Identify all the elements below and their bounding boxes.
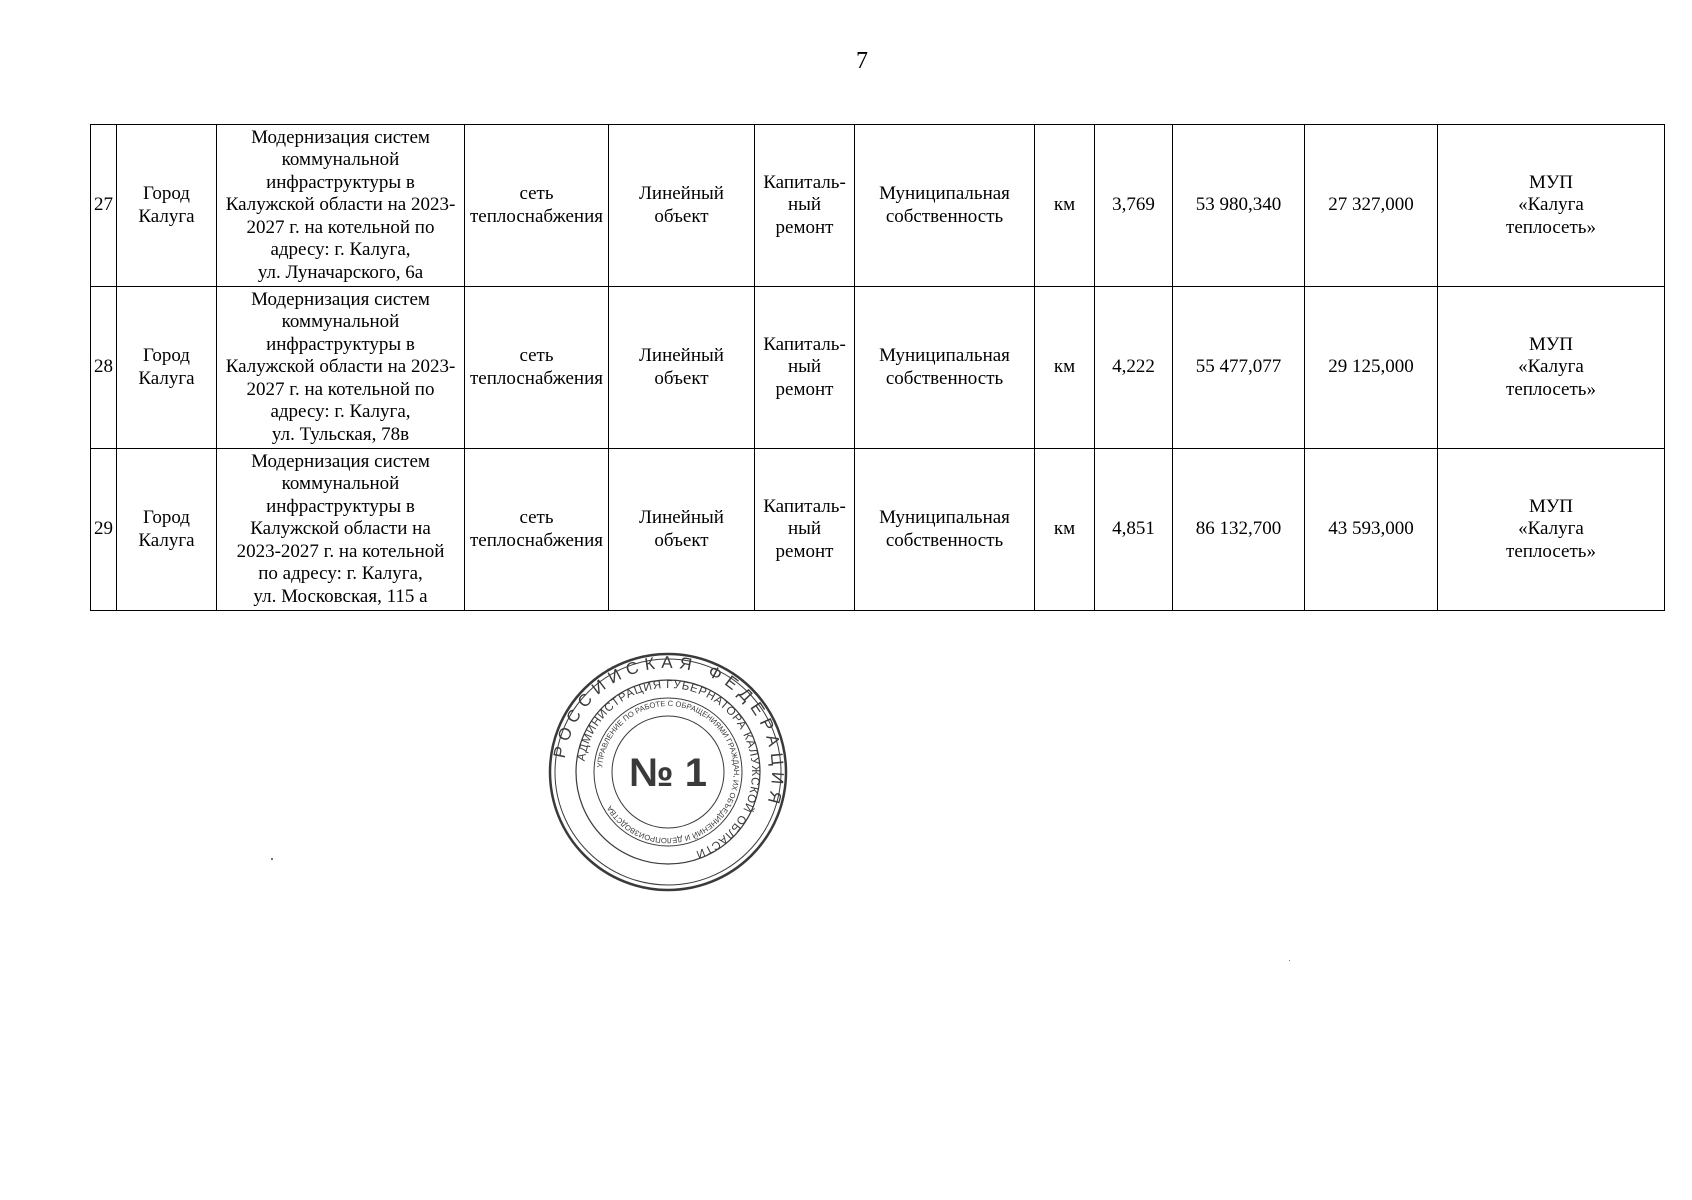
work-type-cell	[755, 287, 855, 449]
description-line: Модернизация систем	[251, 288, 430, 310]
object-type-cell	[609, 449, 755, 611]
description-line: адресу: г. Калуга,	[270, 401, 411, 423]
object-type-text: Линейный объект	[639, 183, 724, 227]
unit-cell	[1035, 449, 1095, 611]
seal-inner-text: УПРАВЛЕНИЕ ПО РАБОТЕ С ОБРАЩЕНИЯМИ ГРАЖДАН, ИХ ОБЪЕДИНЕНИЙ И ДЕЛОПРОИЗВОДСТВА	[595, 698, 742, 846]
object-name-text: сеть теплоснабжения	[470, 507, 603, 551]
work-type-text: Капиталь- ный ремонт	[763, 171, 846, 238]
length-cell	[1095, 449, 1173, 611]
object-name-cell	[465, 449, 609, 611]
description-line: коммунальной	[281, 311, 400, 333]
ownership-cell	[855, 287, 1035, 449]
description-line: ул. Луначарского, 6а	[257, 261, 424, 283]
funding-cell	[1305, 287, 1438, 449]
seal-outer-text: РОССИЙСКАЯ ФЕДЕРАЦИЯ	[549, 652, 788, 812]
total-cost-cell	[1173, 125, 1305, 287]
ownership-text: Муниципальная собственность	[879, 507, 1010, 551]
description-line: коммунальной	[281, 473, 400, 495]
length-cell	[1095, 125, 1173, 287]
description-line: Модернизация систем	[251, 126, 430, 148]
total-cost-cell	[1173, 287, 1305, 449]
description-line: по адресу: г. Калуга,	[258, 563, 423, 585]
table-row	[91, 125, 1665, 287]
total-cost-text: 53 980,340	[1195, 194, 1282, 216]
scan-speck	[1289, 960, 1290, 961]
object-type-cell	[609, 125, 755, 287]
work-type-cell	[755, 125, 855, 287]
object-type-text: Линейный объект	[639, 507, 724, 551]
project-description-cell	[217, 287, 465, 449]
work-type-text: Капиталь- ный ремонт	[763, 333, 846, 400]
row-number-cell	[91, 287, 117, 449]
operator-text: МУП «Калуга теплосеть»	[1506, 171, 1596, 238]
total-cost-text: 86 132,700	[1195, 518, 1282, 540]
description-line: Калужской области на 2023-	[225, 356, 456, 378]
description-line: инфраструктуры в	[266, 495, 415, 517]
object-name-text: сеть теплоснабжения	[470, 345, 603, 389]
municipality-text: Город Калуга	[138, 507, 195, 551]
row-number-text: 27	[94, 194, 113, 216]
length-text: 4,851	[1112, 518, 1155, 540]
project-description-cell	[217, 449, 465, 611]
ownership-text: Муниципальная собственность	[879, 345, 1010, 389]
object-name-text: сеть теплоснабжения	[470, 183, 603, 227]
funding-cell	[1305, 125, 1438, 287]
description-line: Калужской области на 2023-	[225, 194, 456, 216]
unit-text: км	[1053, 194, 1076, 216]
municipality-text: Город Калуга	[138, 345, 195, 389]
official-seal	[548, 652, 788, 892]
row-number-text: 29	[94, 518, 113, 540]
description-line: 2027 г. на котельной по	[246, 378, 435, 400]
seal-center-text: № 1	[629, 751, 707, 795]
table-row	[91, 287, 1665, 449]
length-text: 3,769	[1112, 194, 1155, 216]
scan-speck	[271, 858, 273, 860]
unit-cell	[1035, 287, 1095, 449]
description-line: адресу: г. Калуга,	[270, 239, 411, 261]
row-number-cell	[91, 125, 117, 287]
unit-text: км	[1053, 356, 1076, 378]
object-type-cell	[609, 287, 755, 449]
funding-text: 43 593,000	[1328, 518, 1414, 540]
unit-cell	[1035, 125, 1095, 287]
description-line: коммунальной	[281, 149, 400, 171]
row-number-text: 28	[94, 356, 113, 378]
total-cost-text: 55 477,077	[1195, 356, 1282, 378]
funding-text: 27 327,000	[1328, 194, 1414, 216]
description-line: 2027 г. на котельной по	[246, 216, 435, 238]
description-line: ул. Московская, 115 а	[253, 585, 428, 607]
work-type-cell	[755, 449, 855, 611]
object-name-cell	[465, 287, 609, 449]
municipality-cell	[117, 287, 217, 449]
description-line: 2023-2027 г. на котельной	[236, 540, 445, 562]
ownership-cell	[855, 125, 1035, 287]
municipality-cell	[117, 125, 217, 287]
municipality-text: Город Калуга	[138, 183, 195, 227]
row-number-cell	[91, 449, 117, 611]
municipality-cell	[117, 449, 217, 611]
page-number: 7	[856, 48, 868, 74]
object-name-cell	[465, 125, 609, 287]
operator-cell	[1438, 125, 1665, 287]
length-cell	[1095, 287, 1173, 449]
funding-text: 29 125,000	[1328, 356, 1414, 378]
total-cost-cell	[1173, 449, 1305, 611]
description-line: инфраструктуры в	[266, 171, 415, 193]
description-line: инфраструктуры в	[266, 333, 415, 355]
seal-middle-text: АДМИНИСТРАЦИЯ ГУБЕРНАТОРА КАЛУЖСКОЙ ОБЛАСТИ	[575, 678, 762, 861]
description-line: Калужской области на	[250, 518, 431, 540]
description-line: Модернизация систем	[251, 450, 430, 472]
operator-cell	[1438, 449, 1665, 611]
object-type-text: Линейный объект	[639, 345, 724, 389]
table-row	[91, 449, 1665, 611]
funding-cell	[1305, 449, 1438, 611]
ownership-text: Муниципальная собственность	[879, 183, 1010, 227]
operator-text: МУП «Калуга теплосеть»	[1506, 333, 1596, 400]
operator-cell	[1438, 287, 1665, 449]
work-type-text: Капиталь- ный ремонт	[763, 495, 846, 562]
registry-table	[90, 124, 1665, 611]
ownership-cell	[855, 449, 1035, 611]
description-line: ул. Тульская, 78в	[271, 423, 410, 445]
unit-text: км	[1053, 518, 1076, 540]
operator-text: МУП «Калуга теплосеть»	[1506, 495, 1596, 562]
project-description-cell	[217, 125, 465, 287]
length-text: 4,222	[1112, 356, 1155, 378]
